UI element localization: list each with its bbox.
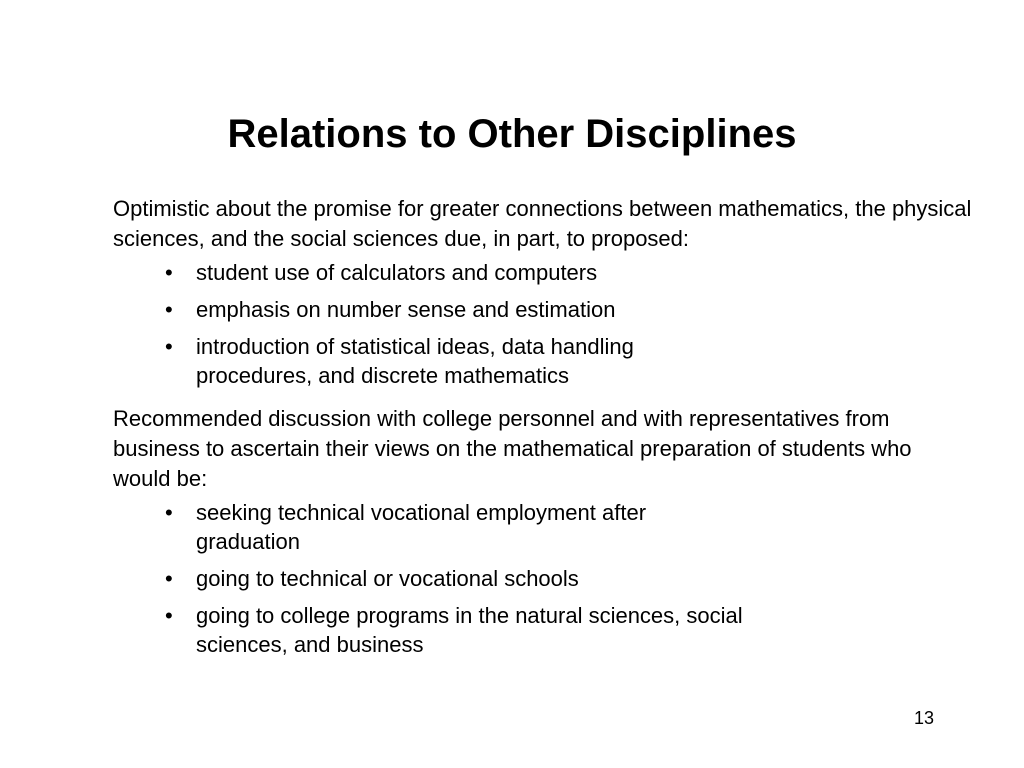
bullet-icon: • [165, 603, 173, 628]
bullet-text: seeking technical vocational employment after graduation [196, 500, 647, 554]
intro-paragraph: Optimistic about the promise for greater connections between mathematics, the physical sciences, and the social sciences due, in part, to proposed: [113, 196, 972, 251]
recommendation-paragraph: Recommended discussion with college personnel and with representatives from business to ascertain their views on the mathematical preparation of students who would be: [113, 406, 912, 491]
list-item [113, 601, 973, 659]
bullet-text: going to college programs in the natural sciences, social sciences, and business [196, 603, 743, 657]
bullet-text: emphasis on number sense and estimation [196, 297, 616, 322]
list-item [113, 258, 973, 287]
bullet-icon: • [165, 260, 173, 285]
bullet-text: introduction of statistical ideas, data handling procedures, and discrete mathematics [196, 334, 634, 388]
list-item [113, 498, 973, 556]
bullet-text: going to technical or vocational schools [196, 566, 579, 591]
bullet-text: student use of calculators and computers [196, 260, 598, 285]
bullet-icon: • [165, 566, 173, 591]
bullet-icon: • [165, 500, 173, 525]
student-bullet-list [113, 498, 973, 659]
proposal-bullet-list [113, 258, 973, 390]
bullet-icon: • [165, 334, 173, 359]
page-number: 13 [914, 708, 935, 728]
list-item [113, 295, 973, 324]
bullet-icon: • [165, 297, 173, 322]
slide-title: Relations to Other Disciplines [227, 112, 797, 156]
list-item [113, 564, 973, 593]
list-item [113, 332, 973, 390]
slide-body [113, 194, 973, 667]
